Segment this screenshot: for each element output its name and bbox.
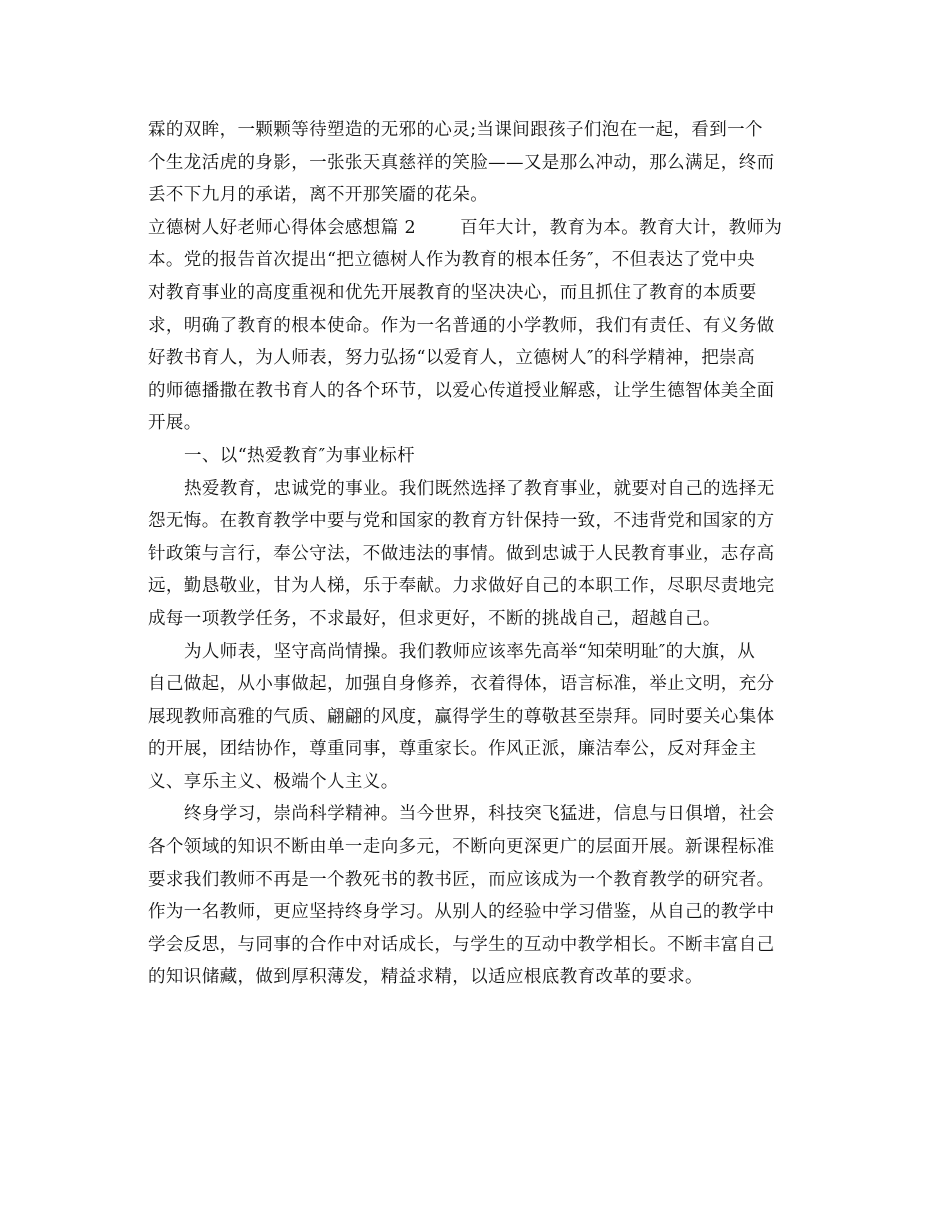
section-title: 立德树人好老师心得体会感想篇 2 xyxy=(148,217,417,238)
section-line: 对教育事业的高度重视和优先开展教育的坚决决心，而且抓住了教育的本质要 xyxy=(148,282,757,303)
subheading: 一、以“热爱教育″为事业标杆 xyxy=(184,445,416,466)
paragraph-1-line: 怨无悔。在教育教学中要与党和国家的教育方针保持一致，不违背党和国家的方 xyxy=(148,511,775,532)
paragraph-1-line: 成每一项教学任务，不求最好，但求更好，不断的挑战自己，超越自己。 xyxy=(148,608,721,629)
paragraph-2-line: 自己做起，从小事做起，加强自身修养，衣着得体，语言标准，举止文明，充分 xyxy=(148,674,775,695)
section-title-line xyxy=(148,212,804,245)
paragraph-2-line: 为人师表，坚守高尚情操。我们教师应该率先高举“知荣明耻″的大旗，从 xyxy=(184,641,756,662)
paragraph-1-line: 针政策与言行，奉公守法，不做违法的事情。做到忠诚于人民教育事业，志存高 xyxy=(148,543,775,564)
section-line: 好教书育人，为人师表，努力弘扬“以爱育人，立德树人″的科学精神，把崇高 xyxy=(148,348,755,369)
section-line: 开展。 xyxy=(148,413,202,434)
section-line: 的师德播撒在教书育人的各个环节，以爱心传道授业解惑，让学生德智体美全面 xyxy=(148,380,775,401)
paragraph-2-line: 展现教师高雅的气质、翩翩的风度，赢得学生的尊敬甚至崇拜。同时要关心集体 xyxy=(148,706,775,727)
paragraph-3-line: 的知识储藏，做到厚积薄发，精益求精，以适应根底教育改革的要求。 xyxy=(148,967,703,988)
paragraph-3-line: 学会反思，与同事的合作中对话成长，与学生的互动中教学相长。不断丰富自己 xyxy=(148,934,775,955)
paragraph-1-line: 远，勤恳敬业，甘为人梯，乐于奉献。力求做好自己的本职工作，尽职尽责地完 xyxy=(148,576,775,597)
section-first-line: 百年大计，教育为本。教育大计，教师为 xyxy=(460,217,783,238)
intro-line: 霖的双眸，一颗颗等待塑造的无邪的心灵;当课间跟孩子们泡在一起，看到一个 xyxy=(148,120,763,140)
intro-line: 个生龙活虎的身影，一张张天真慈祥的笑脸——又是那么冲动，那么满足，终而 xyxy=(148,152,775,173)
paragraph-2-line: 的开展，团结协作，尊重同事，尊重家长。作风正派，廉洁奉公，反对拜金主 xyxy=(148,739,757,760)
intro-line: 丢不下九月的承诺，离不开那笑靥的花朵。 xyxy=(148,185,489,206)
section-line: 求，明确了教育的根本使命。作为一名普通的小学教师，我们有责任、有义务做 xyxy=(148,315,775,336)
paragraph-3-line: 作为一名教师，更应坚持终身学习。从别人的经验中学习借鉴，从自己的教学中 xyxy=(148,902,775,923)
paragraph-3-line: 终身学习，崇尚科学精神。当今世界，科技突飞猛进，信息与日俱增，社会 xyxy=(184,804,775,825)
document-body xyxy=(148,114,804,994)
paragraph-2-line: 义、享乐主义、极端个人主义。 xyxy=(148,771,399,792)
section-line: 本。党的报告首次提出“把立德树人作为教育的根本任务″，不但表达了党中央 xyxy=(148,250,755,271)
paragraph-3-line: 各个领域的知识不断由单一走向多元，不断向更深更广的层面开展。新课程标准 xyxy=(148,837,775,858)
paragraph-1-line: 热爱教育，忠诚党的事业。我们既然选择了教育事业，就要对自己的选择无 xyxy=(184,478,775,499)
paragraph-3-line: 要求我们教师不再是一个教死书的教书匠，而应该成为一个教育教学的研究者。 xyxy=(148,869,775,890)
